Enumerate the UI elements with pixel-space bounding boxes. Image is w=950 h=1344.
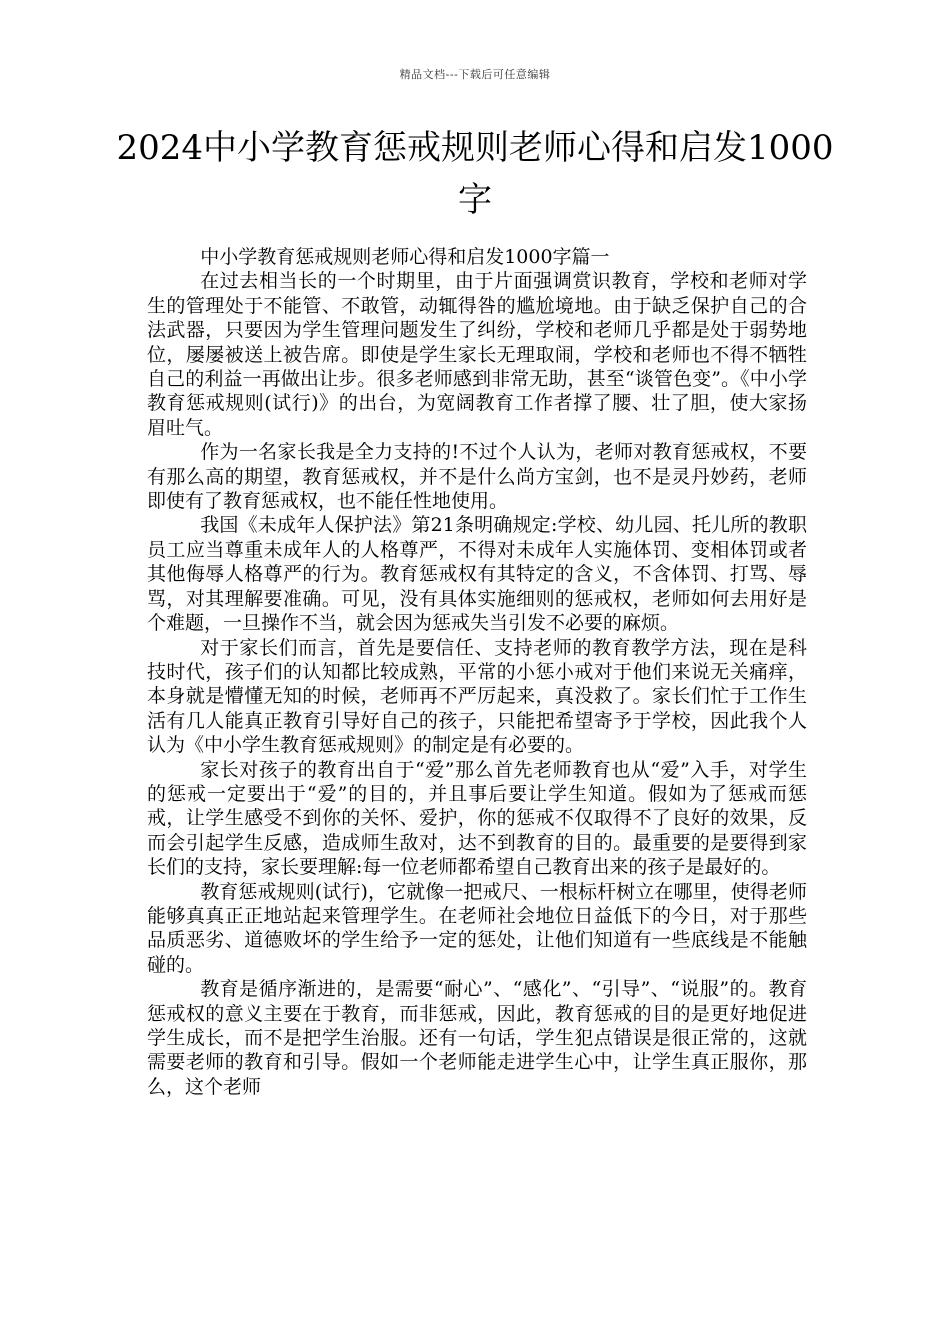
header-note: 精品文档---下载后可任意编辑 [399,68,551,81]
paragraph: 对于家长们而言，首先是要信任、支持老师的教育教学方法，现在是科技时代，孩子们的认知都比较成熟，平常的小惩小戒对于他们来说无关痛痒，本身就是懵懂无知的时候，老师再不严厉起来，真没救了。家长们忙于工作生活有几人能真正教育引导好自己的孩子，只能把希望寄予于学校，因此我个人认为《中小学生教育惩戒规则》的制定是有必要的。 [147,636,807,757]
section-subheading: 中小学教育惩戒规则老师心得和启发1000字篇一 [200,246,610,268]
document-body [147,245,807,1099]
paragraph: 在过去相当长的一个时期里，由于片面强调赏识教育，学校和老师对学生的管理处于不能管、不敢管，动辄得咎的尴尬境地。由于缺乏保护自己的合法武器，只要因为学生管理问题发生了纠纷，学校和老师几乎都是处于弱势地位，屡屡被送上被告席。即使是学生家长无理取闹，学校和老师也不得不牺牲自己的利益一再做出让步。很多老师感到非常无助，甚至“谈管色变”。《中小学教育惩戒规则(试行)》的出台，为宽阔教育工作者撑了腰、壮了胆，使大家扬眉吐气。 [147,270,807,439]
paragraph: 教育是循序渐进的，是需要“耐心”、“感化”、“引导”、“说服”的。教育惩戒权的意义主要在于教育，而非惩戒，因此，教育惩戒的目的是更好地促进学生成长，而不是把学生治服。还有一句话，学生犯点错误是很正常的，这就需要老师的教育和引导。假如一个老师能走进学生心中，让学生真正服你，那么，这个老师 [147,978,807,1098]
paragraph: 家长对孩子的教育出自于“爱”那么首先老师教育也从“爱”入手，对学生的惩戒一定要出于“爱”的目的，并且事后要让学生知道。假如为了惩戒而惩戒，让学生感受不到你的关怀、爱护，你的惩戒不仅取得不了良好的效果，反而会引起学生反感，造成师生敌对，达不到教育的目的。最重要的是要得到家长们的支持，家长要理解:每一位老师都希望自己教育出来的孩子是最好的。 [147,758,807,879]
paragraph: 作为一名家长我是全力支持的!不过个人认为，老师对教育惩戒权，不要有那么高的期望，教育惩戒权，并不是什么尚方宝剑，也不是灵丹妙药，老师即使有了教育惩戒权，也不能任性地使用。 [147,441,807,513]
document-title: 2024中小学教育惩戒规则老师心得和启发1000字 [116,128,834,220]
paragraph: 我国《未成年人保护法》第21条明确规定:学校、幼儿园、托儿所的教职员工应当尊重未成年人的人格尊严，不得对未成年人实施体罚、变相体罚或者其他侮辱人格尊严的行为。教育惩戒权有其特定的含义，不含体罚、打骂、辱骂，对其理解要准确。可见，没有具体实施细则的惩戒权，老师如何去用好是个难题，一旦操作不当，就会因为惩戒失当引发不必要的麻烦。 [147,514,807,635]
paragraph: 教育惩戒规则(试行)，它就像一把戒尺、一根标杆树立在哪里，使得老师能够真真正正地站起来管理学生。在老师社会地位日益低下的今日，对于那些品质恶劣、道德败坏的学生给予一定的惩处，让他们知道有一些底线是不能触碰的。 [147,880,807,976]
